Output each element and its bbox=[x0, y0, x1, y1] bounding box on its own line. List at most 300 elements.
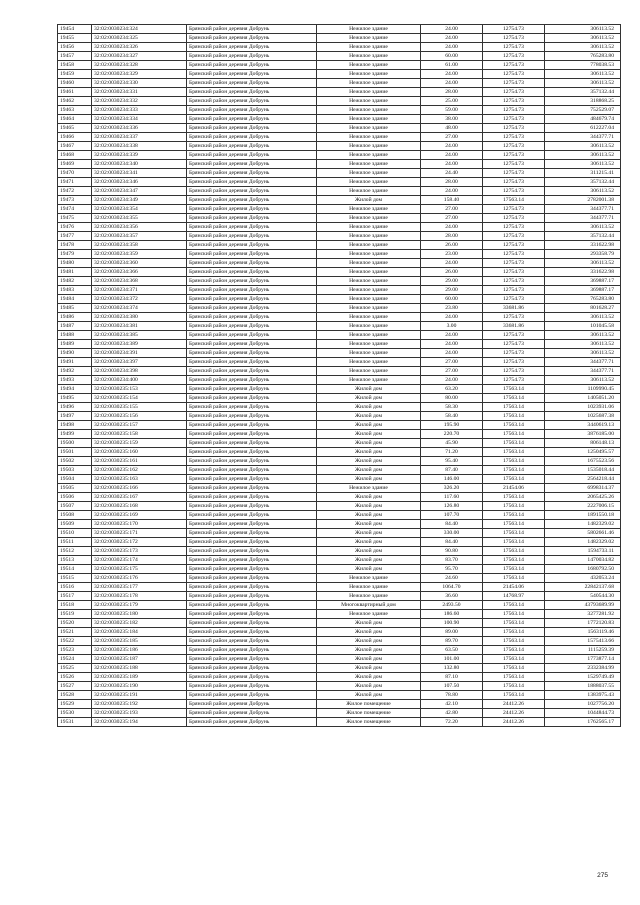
row-number-cell: 19504 bbox=[58, 475, 92, 484]
address-cell: Брянский район деревня Добрунь bbox=[187, 304, 317, 313]
row-number-cell: 19517 bbox=[58, 592, 92, 601]
specific-value-cell: 12754.73 bbox=[483, 151, 545, 160]
address-cell: Брянский район деревня Добрунь bbox=[187, 430, 317, 439]
address-cell: Брянский район деревня Добрунь bbox=[187, 79, 317, 88]
cadastral-number-cell: 32:02:0030235:161 bbox=[92, 457, 187, 466]
cadastral-number-cell: 32:02:0030234:360 bbox=[92, 259, 187, 268]
table-row bbox=[58, 214, 621, 223]
specific-value-cell: 12754.73 bbox=[483, 169, 545, 178]
table-row bbox=[58, 475, 621, 484]
cadastral-value-cell: 22842137.68 bbox=[545, 583, 621, 592]
table-row bbox=[58, 493, 621, 502]
table-row bbox=[58, 205, 621, 214]
table-row bbox=[58, 664, 621, 673]
cadastral-value-cell: 1027756.20 bbox=[545, 700, 621, 709]
area-cell: 24.00 bbox=[421, 223, 483, 232]
area-cell: 195.90 bbox=[421, 421, 483, 430]
cadastral-value-cell: 306113.52 bbox=[545, 151, 621, 160]
object-type-cell: Нежилое здание bbox=[317, 376, 421, 385]
specific-value-cell: 17563.14 bbox=[483, 502, 545, 511]
cadastral-number-cell: 32:02:0030234:385 bbox=[92, 331, 187, 340]
address-cell: Брянский район деревня Добрунь bbox=[187, 52, 317, 61]
address-cell: Брянский район деревня Добрунь bbox=[187, 628, 317, 637]
area-cell: 58.30 bbox=[421, 403, 483, 412]
row-number-cell: 19529 bbox=[58, 700, 92, 709]
address-cell: Брянский район деревня Добрунь bbox=[187, 376, 317, 385]
specific-value-cell: 12754.73 bbox=[483, 358, 545, 367]
object-type-cell: Нежилое здание bbox=[317, 187, 421, 196]
table-row bbox=[58, 421, 621, 430]
cadastral-value-cell: 1594733.11 bbox=[545, 547, 621, 556]
address-cell: Брянский район деревня Добрунь bbox=[187, 277, 317, 286]
table-row bbox=[58, 169, 621, 178]
row-number-cell: 19518 bbox=[58, 601, 92, 610]
object-type-cell: Нежилое здание bbox=[317, 223, 421, 232]
row-number-cell: 19468 bbox=[58, 151, 92, 160]
object-type-cell: Жилой дом bbox=[317, 493, 421, 502]
address-cell: Брянский район деревня Добрунь bbox=[187, 502, 317, 511]
table-row bbox=[58, 232, 621, 241]
cadastral-number-cell: 32:02:0030235:154 bbox=[92, 394, 187, 403]
cadastral-number-cell: 32:02:0030234:333 bbox=[92, 106, 187, 115]
cadastral-number-cell: 32:02:0030235:194 bbox=[92, 718, 187, 727]
address-cell: Брянский район деревня Добрунь bbox=[187, 70, 317, 79]
cadastral-number-cell: 32:02:0030235:190 bbox=[92, 682, 187, 691]
address-cell: Брянский район деревня Добрунь bbox=[187, 223, 317, 232]
specific-value-cell: 24412.26 bbox=[483, 718, 545, 727]
object-type-cell: Жилой дом bbox=[317, 673, 421, 682]
area-cell: 107.70 bbox=[421, 511, 483, 520]
area-cell: 95.70 bbox=[421, 565, 483, 574]
specific-value-cell: 12754.73 bbox=[483, 349, 545, 358]
cadastral-number-cell: 32:02:0030235:187 bbox=[92, 655, 187, 664]
object-type-cell: Нежилое здание bbox=[317, 70, 421, 79]
address-cell: Брянский район деревня Добрунь bbox=[187, 421, 317, 430]
object-type-cell: Жилое помещение bbox=[317, 700, 421, 709]
cadastral-number-cell: 32:02:0030235:173 bbox=[92, 547, 187, 556]
object-type-cell: Нежилое здание bbox=[317, 250, 421, 259]
object-type-cell: Нежилое здание bbox=[317, 592, 421, 601]
cadastral-value-cell: 1675523.56 bbox=[545, 457, 621, 466]
cadastral-number-cell: 32:02:0030234:358 bbox=[92, 241, 187, 250]
row-number-cell: 19478 bbox=[58, 241, 92, 250]
cadastral-value-cell: 1023931.06 bbox=[545, 403, 621, 412]
cadastral-value-cell: 293358.79 bbox=[545, 250, 621, 259]
area-cell: 126.80 bbox=[421, 502, 483, 511]
specific-value-cell: 17563.14 bbox=[483, 691, 545, 700]
table-row bbox=[58, 70, 621, 79]
cadastral-value-cell: 1470034.82 bbox=[545, 556, 621, 565]
object-type-cell: Жилой дом bbox=[317, 646, 421, 655]
object-type-cell: Жилой дом bbox=[317, 565, 421, 574]
cadastral-value-cell: 306113.52 bbox=[545, 70, 621, 79]
address-cell: Брянский район деревня Добрунь bbox=[187, 682, 317, 691]
row-number-cell: 19509 bbox=[58, 520, 92, 529]
object-type-cell: Нежилое здание bbox=[317, 574, 421, 583]
cadastral-number-cell: 32:02:0030234:374 bbox=[92, 304, 187, 313]
cadastral-number-cell: 32:02:0030235:162 bbox=[92, 466, 187, 475]
cadastral-number-cell: 32:02:0030234:381 bbox=[92, 322, 187, 331]
specific-value-cell: 17563.14 bbox=[483, 403, 545, 412]
specific-value-cell: 12754.73 bbox=[483, 34, 545, 43]
area-cell: 84.40 bbox=[421, 520, 483, 529]
row-number-cell: 19515 bbox=[58, 574, 92, 583]
row-number-cell: 19487 bbox=[58, 322, 92, 331]
object-type-cell: Нежилое здание bbox=[317, 340, 421, 349]
area-cell: 24.00 bbox=[421, 151, 483, 160]
row-number-cell: 19512 bbox=[58, 547, 92, 556]
specific-value-cell: 17563.14 bbox=[483, 457, 545, 466]
cadastral-value-cell: 306113.52 bbox=[545, 223, 621, 232]
table-row bbox=[58, 259, 621, 268]
row-number-cell: 19503 bbox=[58, 466, 92, 475]
object-type-cell: Нежилое здание bbox=[317, 169, 421, 178]
address-cell: Брянский район деревня Добрунь bbox=[187, 214, 317, 223]
specific-value-cell: 17563.14 bbox=[483, 664, 545, 673]
table-row bbox=[58, 349, 621, 358]
object-type-cell: Нежилое здание bbox=[317, 259, 421, 268]
cadastral-number-cell: 32:02:0030235:193 bbox=[92, 709, 187, 718]
row-number-cell: 19498 bbox=[58, 421, 92, 430]
table-row bbox=[58, 223, 621, 232]
area-cell: 107.50 bbox=[421, 682, 483, 691]
cadastral-number-cell: 32:02:0030235:156 bbox=[92, 412, 187, 421]
cadastral-value-cell: 357132.44 bbox=[545, 88, 621, 97]
cadastral-value-cell: 2332384.99 bbox=[545, 664, 621, 673]
area-cell: 24.00 bbox=[421, 340, 483, 349]
cadastral-number-cell: 32:02:0030235:168 bbox=[92, 502, 187, 511]
object-type-cell: Жилой дом bbox=[317, 385, 421, 394]
address-cell: Брянский район деревня Добрунь bbox=[187, 637, 317, 646]
cadastral-value-cell: 331622.98 bbox=[545, 241, 621, 250]
row-number-cell: 19472 bbox=[58, 187, 92, 196]
table-row bbox=[58, 520, 621, 529]
object-type-cell: Жилой дом bbox=[317, 682, 421, 691]
specific-value-cell: 17563.14 bbox=[483, 448, 545, 457]
object-type-cell: Жилой дом bbox=[317, 520, 421, 529]
specific-value-cell: 12754.73 bbox=[483, 97, 545, 106]
area-cell: 28.00 bbox=[421, 88, 483, 97]
object-type-cell: Многоквартирный дом bbox=[317, 601, 421, 610]
table-row bbox=[58, 484, 621, 493]
row-number-cell: 19519 bbox=[58, 610, 92, 619]
specific-value-cell: 12754.73 bbox=[483, 106, 545, 115]
cadastral-value-cell: 331622.98 bbox=[545, 268, 621, 277]
address-cell: Брянский район деревня Добрунь bbox=[187, 259, 317, 268]
specific-value-cell: 17563.14 bbox=[483, 601, 545, 610]
object-type-cell: Жилой дом bbox=[317, 619, 421, 628]
specific-value-cell: 33681.86 bbox=[483, 322, 545, 331]
cadastral-number-cell: 32:02:0030234:366 bbox=[92, 268, 187, 277]
row-number-cell: 19481 bbox=[58, 268, 92, 277]
cadastral-number-cell: 32:02:0030234:349 bbox=[92, 196, 187, 205]
address-cell: Брянский район деревня Добрунь bbox=[187, 340, 317, 349]
row-number-cell: 19494 bbox=[58, 385, 92, 394]
cadastral-number-cell: 32:02:0030235:176 bbox=[92, 574, 187, 583]
specific-value-cell: 12754.73 bbox=[483, 160, 545, 169]
address-cell: Брянский район деревня Добрунь bbox=[187, 466, 317, 475]
address-cell: Брянский район деревня Добрунь bbox=[187, 160, 317, 169]
cadastral-value-cell: 306113.52 bbox=[545, 25, 621, 34]
object-type-cell: Жилой дом bbox=[317, 412, 421, 421]
cadastral-number-cell: 32:02:0030234:372 bbox=[92, 295, 187, 304]
cadastral-value-cell: 752529.07 bbox=[545, 106, 621, 115]
row-number-cell: 19457 bbox=[58, 52, 92, 61]
cadastral-value-cell: 101045.58 bbox=[545, 322, 621, 331]
specific-value-cell: 24412.26 bbox=[483, 700, 545, 709]
cadastral-number-cell: 32:02:0030234:339 bbox=[92, 151, 187, 160]
table-row bbox=[58, 466, 621, 475]
cadastral-value-cell: 306113.52 bbox=[545, 259, 621, 268]
object-type-cell: Жилое помещение bbox=[317, 718, 421, 727]
object-type-cell: Нежилое здание bbox=[317, 61, 421, 70]
address-cell: Брянский район деревня Добрунь bbox=[187, 700, 317, 709]
table-row bbox=[58, 592, 621, 601]
table-row bbox=[58, 700, 621, 709]
area-cell: 95.40 bbox=[421, 457, 483, 466]
cadastral-number-cell: 32:02:0030235:167 bbox=[92, 493, 187, 502]
row-number-cell: 19471 bbox=[58, 178, 92, 187]
area-cell: 78.80 bbox=[421, 691, 483, 700]
area-cell: 72.20 bbox=[421, 718, 483, 727]
specific-value-cell: 12754.73 bbox=[483, 295, 545, 304]
table-row bbox=[58, 376, 621, 385]
specific-value-cell: 12754.73 bbox=[483, 340, 545, 349]
object-type-cell: Жилой дом bbox=[317, 637, 421, 646]
address-cell: Брянский район деревня Добрунь bbox=[187, 574, 317, 583]
table-row bbox=[58, 655, 621, 664]
address-cell: Брянский район деревня Добрунь bbox=[187, 547, 317, 556]
area-cell: 80.00 bbox=[421, 394, 483, 403]
cadastral-number-cell: 32:02:0030234:326 bbox=[92, 43, 187, 52]
cadastral-number-cell: 32:02:0030235:189 bbox=[92, 673, 187, 682]
area-cell: 27.00 bbox=[421, 133, 483, 142]
area-cell: 89.00 bbox=[421, 628, 483, 637]
row-number-cell: 19523 bbox=[58, 646, 92, 655]
area-cell: 90.80 bbox=[421, 547, 483, 556]
specific-value-cell: 17563.14 bbox=[483, 421, 545, 430]
table-row bbox=[58, 682, 621, 691]
cadastral-value-cell: 1891550.18 bbox=[545, 511, 621, 520]
cadastral-number-cell: 32:02:0030235:155 bbox=[92, 403, 187, 412]
object-type-cell: Нежилое здание bbox=[317, 178, 421, 187]
cadastral-value-cell: 1773877.14 bbox=[545, 655, 621, 664]
cadastral-number-cell: 32:02:0030235:188 bbox=[92, 664, 187, 673]
cadastral-number-cell: 32:02:0030235:191 bbox=[92, 691, 187, 700]
row-number-cell: 19490 bbox=[58, 349, 92, 358]
object-type-cell: Жилой дом bbox=[317, 457, 421, 466]
cadastral-value-cell: 306113.52 bbox=[545, 313, 621, 322]
cadastral-value-cell: 3277281.92 bbox=[545, 610, 621, 619]
area-cell: 84.40 bbox=[421, 538, 483, 547]
cadastral-value-cell: 344377.71 bbox=[545, 367, 621, 376]
specific-value-cell: 17563.14 bbox=[483, 673, 545, 682]
cadastral-value-cell: 1535018.44 bbox=[545, 466, 621, 475]
object-type-cell: Нежилое здание bbox=[317, 313, 421, 322]
table-row bbox=[58, 547, 621, 556]
address-cell: Брянский район деревня Добрунь bbox=[187, 313, 317, 322]
cadastral-value-cell: 3876185.00 bbox=[545, 430, 621, 439]
row-number-cell: 19476 bbox=[58, 223, 92, 232]
row-number-cell: 19461 bbox=[58, 88, 92, 97]
object-type-cell: Жилой дом bbox=[317, 466, 421, 475]
object-type-cell: Нежилое здание bbox=[317, 79, 421, 88]
address-cell: Брянский район деревня Добрунь bbox=[187, 187, 317, 196]
table-row bbox=[58, 196, 621, 205]
specific-value-cell: 17563.14 bbox=[483, 565, 545, 574]
row-number-cell: 19508 bbox=[58, 511, 92, 520]
area-cell: 3.00 bbox=[421, 322, 483, 331]
row-number-cell: 19527 bbox=[58, 682, 92, 691]
object-type-cell: Жилой дом bbox=[317, 394, 421, 403]
area-cell: 24.00 bbox=[421, 34, 483, 43]
cadastral-value-cell: 801628.27 bbox=[545, 304, 621, 313]
table-row bbox=[58, 628, 621, 637]
address-cell: Брянский район деревня Добрунь bbox=[187, 457, 317, 466]
address-cell: Брянский район деревня Добрунь bbox=[187, 178, 317, 187]
cadastral-value-cell: 612227.04 bbox=[545, 124, 621, 133]
object-type-cell: Нежилое здание bbox=[317, 583, 421, 592]
area-cell: 26.00 bbox=[421, 241, 483, 250]
address-cell: Брянский район деревня Добрунь bbox=[187, 493, 317, 502]
address-cell: Брянский район деревня Добрунь bbox=[187, 448, 317, 457]
cadastral-number-cell: 32:02:0030234:341 bbox=[92, 169, 187, 178]
table-row bbox=[58, 430, 621, 439]
address-cell: Брянский район деревня Добрунь bbox=[187, 25, 317, 34]
cadastral-value-cell: 344377.71 bbox=[545, 205, 621, 214]
specific-value-cell: 12754.73 bbox=[483, 277, 545, 286]
area-cell: 63.20 bbox=[421, 385, 483, 394]
area-cell: 87.40 bbox=[421, 466, 483, 475]
address-cell: Брянский район деревня Добрунь bbox=[187, 43, 317, 52]
cadastral-number-cell: 32:02:0030234:332 bbox=[92, 97, 187, 106]
area-cell: 24.00 bbox=[421, 259, 483, 268]
row-number-cell: 19502 bbox=[58, 457, 92, 466]
area-cell: 100.90 bbox=[421, 619, 483, 628]
area-cell: 48.00 bbox=[421, 124, 483, 133]
specific-value-cell: 17563.14 bbox=[483, 628, 545, 637]
specific-value-cell: 17563.14 bbox=[483, 412, 545, 421]
table-row bbox=[58, 331, 621, 340]
address-cell: Брянский район деревня Добрунь bbox=[187, 133, 317, 142]
object-type-cell: Нежилое здание bbox=[317, 25, 421, 34]
specific-value-cell: 12754.73 bbox=[483, 88, 545, 97]
object-type-cell: Нежилое здание bbox=[317, 241, 421, 250]
area-cell: 60.00 bbox=[421, 295, 483, 304]
specific-value-cell: 12754.73 bbox=[483, 142, 545, 151]
row-number-cell: 19482 bbox=[58, 277, 92, 286]
area-cell: 59.00 bbox=[421, 106, 483, 115]
cadastral-value-cell: 1762565.17 bbox=[545, 718, 621, 727]
cadastral-number-cell: 32:02:0030235:180 bbox=[92, 610, 187, 619]
address-cell: Брянский район деревня Добрунь bbox=[187, 511, 317, 520]
object-type-cell: Нежилое здание bbox=[317, 295, 421, 304]
area-cell: 2493.50 bbox=[421, 601, 483, 610]
row-number-cell: 19499 bbox=[58, 430, 92, 439]
cadastral-value-cell: 306113.52 bbox=[545, 349, 621, 358]
object-type-cell: Нежилое здание bbox=[317, 43, 421, 52]
specific-value-cell: 17563.14 bbox=[483, 529, 545, 538]
address-cell: Брянский район деревня Добрунь bbox=[187, 124, 317, 133]
area-cell: 38.00 bbox=[421, 115, 483, 124]
cadastral-value-cell: 1109990.45 bbox=[545, 385, 621, 394]
row-number-cell: 19522 bbox=[58, 637, 92, 646]
cadastral-value-cell: 1680792.50 bbox=[545, 565, 621, 574]
address-cell: Брянский район деревня Добрунь bbox=[187, 205, 317, 214]
table-row bbox=[58, 511, 621, 520]
row-number-cell: 19531 bbox=[58, 718, 92, 727]
table-row bbox=[58, 277, 621, 286]
table-row bbox=[58, 340, 621, 349]
area-cell: 89.70 bbox=[421, 637, 483, 646]
area-cell: 24.00 bbox=[421, 43, 483, 52]
row-number-cell: 19520 bbox=[58, 619, 92, 628]
object-type-cell: Нежилое здание bbox=[317, 304, 421, 313]
cadastral-number-cell: 32:02:0030234:397 bbox=[92, 358, 187, 367]
row-number-cell: 19510 bbox=[58, 529, 92, 538]
specific-value-cell: 17563.14 bbox=[483, 439, 545, 448]
object-type-cell: Нежилое здание bbox=[317, 268, 421, 277]
cadastral-number-cell: 32:02:0030234:329 bbox=[92, 70, 187, 79]
object-type-cell: Нежилое здание bbox=[317, 151, 421, 160]
cadastral-value-cell: 2065425.26 bbox=[545, 493, 621, 502]
cadastral-number-cell: 32:02:0030234:347 bbox=[92, 187, 187, 196]
specific-value-cell: 12754.73 bbox=[483, 376, 545, 385]
cadastral-value-cell: 5802661.46 bbox=[545, 529, 621, 538]
area-cell: 63.50 bbox=[421, 646, 483, 655]
specific-value-cell: 12754.73 bbox=[483, 241, 545, 250]
row-number-cell: 19480 bbox=[58, 259, 92, 268]
object-type-cell: Жилой дом bbox=[317, 529, 421, 538]
cadastral-value-cell: 3440619.13 bbox=[545, 421, 621, 430]
table-row bbox=[58, 529, 621, 538]
table-row bbox=[58, 142, 621, 151]
cadastral-value-cell: 432053.24 bbox=[545, 574, 621, 583]
object-type-cell: Жилой дом bbox=[317, 655, 421, 664]
table-row bbox=[58, 304, 621, 313]
object-type-cell: Нежилое здание bbox=[317, 88, 421, 97]
cadastral-value-cell: 1529749.49 bbox=[545, 673, 621, 682]
cadastral-number-cell: 32:02:0030234:346 bbox=[92, 178, 187, 187]
area-cell: 58.40 bbox=[421, 412, 483, 421]
row-number-cell: 19469 bbox=[58, 160, 92, 169]
row-number-cell: 19489 bbox=[58, 340, 92, 349]
address-cell: Брянский район деревня Добрунь bbox=[187, 412, 317, 421]
cadastral-number-cell: 32:02:0030234:391 bbox=[92, 349, 187, 358]
address-cell: Брянский район деревня Добрунь bbox=[187, 610, 317, 619]
address-cell: Брянский район деревня Добрунь bbox=[187, 169, 317, 178]
address-cell: Брянский район деревня Добрунь bbox=[187, 664, 317, 673]
row-number-cell: 19462 bbox=[58, 97, 92, 106]
area-cell: 60.00 bbox=[421, 52, 483, 61]
row-number-cell: 19474 bbox=[58, 205, 92, 214]
area-cell: 132.80 bbox=[421, 664, 483, 673]
table-row bbox=[58, 160, 621, 169]
specific-value-cell: 17563.14 bbox=[483, 610, 545, 619]
table-row bbox=[58, 619, 621, 628]
specific-value-cell: 17563.14 bbox=[483, 682, 545, 691]
cadastral-number-cell: 32:02:0030234:330 bbox=[92, 79, 187, 88]
row-number-cell: 19491 bbox=[58, 358, 92, 367]
area-cell: 27.00 bbox=[421, 205, 483, 214]
cadastral-number-cell: 32:02:0030234:356 bbox=[92, 223, 187, 232]
object-type-cell: Нежилое здание bbox=[317, 52, 421, 61]
cadastral-number-cell: 32:02:0030234:359 bbox=[92, 250, 187, 259]
address-cell: Брянский район деревня Добрунь bbox=[187, 34, 317, 43]
area-cell: 28.00 bbox=[421, 232, 483, 241]
table-row bbox=[58, 448, 621, 457]
specific-value-cell: 12754.73 bbox=[483, 124, 545, 133]
